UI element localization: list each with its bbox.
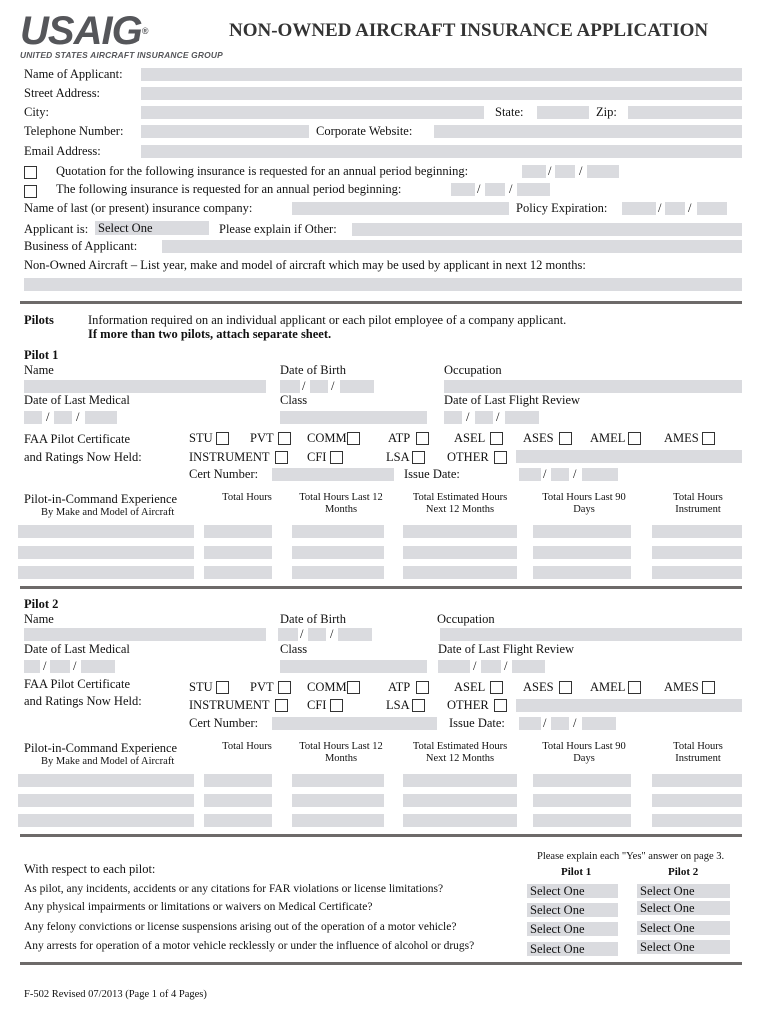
- pilot1-dob-month-field[interactable]: [280, 380, 300, 393]
- state-field[interactable]: [537, 106, 589, 119]
- pilot1-amel-checkbox[interactable]: [628, 432, 641, 445]
- explain-other-field[interactable]: [352, 223, 742, 236]
- p2-last90-field[interactable]: [533, 774, 631, 787]
- explain-yes-note: Please explain each "Yes" answer on page 3.: [537, 851, 725, 862]
- pilot1-issue-date-label: Issue Date:: [404, 467, 460, 481]
- pilot2-review-day-field[interactable]: [481, 660, 501, 673]
- pilot2-ratings-label: and Ratings Now Held:: [24, 694, 142, 708]
- pilot2-atp-label: ATP: [388, 680, 411, 694]
- pilot2-issue-month-field[interactable]: [519, 717, 541, 730]
- question-pilot1-select[interactable]: Select One: [527, 922, 618, 936]
- applicant-name-field[interactable]: [141, 68, 742, 81]
- pilot1-other-label: OTHER: [447, 450, 489, 464]
- pilot2-medical-year-field[interactable]: [81, 660, 115, 673]
- pilot2-name-field[interactable]: [24, 628, 266, 641]
- logo-text: USAIG: [20, 9, 142, 53]
- p2-last12-field[interactable]: [292, 774, 384, 787]
- slash: /: [300, 627, 304, 641]
- section-divider: [20, 834, 742, 837]
- request-year-field[interactable]: [517, 183, 550, 196]
- pilot1-cfi-label: CFI: [307, 450, 327, 464]
- pilot1-cert-number-field[interactable]: [272, 468, 394, 481]
- aircraft-field[interactable]: [24, 278, 742, 291]
- question-text: Any felony convictions or license suspensions arising out of the operation of a motor vehicle?: [24, 921, 457, 933]
- pilot2-class-field[interactable]: [280, 660, 427, 673]
- p1-next12-field[interactable]: [403, 566, 517, 579]
- pilot2-column-header: Pilot 2: [668, 866, 699, 878]
- question-pilot2-select[interactable]: Select One: [637, 901, 730, 915]
- applicant-is-select[interactable]: Select One: [95, 221, 209, 235]
- p1-next12-field[interactable]: [403, 546, 517, 559]
- pilot1-dob-year-field[interactable]: [340, 380, 374, 393]
- p1-instrument-field[interactable]: [652, 546, 742, 559]
- pilot1-amel-label: AMEL: [590, 431, 626, 445]
- p1-last90-field[interactable]: [533, 566, 631, 579]
- p1-total-field[interactable]: [204, 525, 272, 538]
- policy-exp-month-field[interactable]: [622, 202, 656, 215]
- pilot1-stu-checkbox[interactable]: [216, 432, 229, 445]
- pilot2-cert-number-field[interactable]: [272, 717, 437, 730]
- pilots-info-bold: If more than two pilots, attach separate sheet.: [88, 327, 332, 341]
- slash: /: [548, 164, 552, 178]
- pilot1-next12-header: Total Estimated Hours Next 12 Months: [412, 492, 508, 515]
- zip-label: Zip:: [596, 105, 617, 119]
- pilot1-dob-day-field[interactable]: [310, 380, 328, 393]
- pilot2-lsa-label: LSA: [386, 698, 410, 712]
- p2-aircraft-field[interactable]: [18, 794, 194, 807]
- pilot1-ratings-label: and Ratings Now Held:: [24, 450, 142, 464]
- pilot2-medical-month-field[interactable]: [24, 660, 40, 673]
- policy-exp-day-field[interactable]: [665, 202, 685, 215]
- slash: /: [73, 659, 77, 673]
- pilot1-issue-day-field[interactable]: [551, 468, 569, 481]
- slash: /: [43, 659, 47, 673]
- quote-day-field[interactable]: [555, 165, 575, 178]
- business-label: Business of Applicant:: [24, 239, 138, 253]
- question-text: As pilot, any incidents, accidents or any citations for FAR violations or license limitations?: [24, 883, 444, 895]
- pilot2-ases-label: ASES: [523, 680, 554, 694]
- policy-exp-year-field[interactable]: [697, 202, 727, 215]
- form-id: F-502 Revised 07/2013 (Page 1 of 4 Pages): [24, 989, 207, 1000]
- pilot1-atp-label: ATP: [388, 431, 411, 445]
- slash: /: [573, 716, 577, 730]
- p1-total-field[interactable]: [204, 546, 272, 559]
- pilot1-instrument-hours-header: Total Hours Instrument: [673, 492, 723, 515]
- p2-next12-field[interactable]: [403, 774, 517, 787]
- slash: /: [477, 182, 481, 196]
- quote-year-field[interactable]: [587, 165, 619, 178]
- slash: /: [579, 164, 583, 178]
- p1-total-field[interactable]: [204, 566, 272, 579]
- pilot1-last90-header: Total Hours Last 90 Days: [542, 492, 626, 515]
- pilot2-pvt-label: PVT: [250, 680, 274, 694]
- p1-last12-field[interactable]: [292, 546, 384, 559]
- slash: /: [46, 410, 50, 424]
- pilot1-pvt-label: PVT: [250, 431, 274, 445]
- logo-subtitle: UNITED STATES AIRCRAFT INSURANCE GROUP: [20, 50, 223, 60]
- section-divider: [20, 962, 742, 965]
- slash: /: [496, 410, 500, 424]
- request-month-field[interactable]: [451, 183, 475, 196]
- p1-aircraft-field[interactable]: [18, 525, 194, 538]
- p2-instrument-field[interactable]: [652, 814, 742, 827]
- p1-last90-field[interactable]: [533, 546, 631, 559]
- pilot2-issue-day-field[interactable]: [551, 717, 569, 730]
- last-insurer-label: Name of last (or present) insurance company:: [24, 201, 253, 215]
- pilot1-medical-month-field[interactable]: [24, 411, 42, 424]
- p2-total-field[interactable]: [204, 794, 272, 807]
- pilot2-asel-label: ASEL: [454, 680, 486, 694]
- pilot2-other-checkbox[interactable]: [494, 699, 507, 712]
- pilot2-ames-checkbox[interactable]: [702, 681, 715, 694]
- slash: /: [76, 410, 80, 424]
- p2-instrument-field[interactable]: [652, 774, 742, 787]
- pilot2-ases-checkbox[interactable]: [559, 681, 572, 694]
- pilot2-occupation-label: Occupation: [437, 612, 495, 626]
- pilot2-dob-year-field[interactable]: [338, 628, 372, 641]
- pilot1-occupation-label: Occupation: [444, 363, 502, 377]
- phone-label: Telephone Number:: [24, 124, 124, 138]
- business-field[interactable]: [162, 240, 742, 253]
- pilot2-instrument-checkbox[interactable]: [275, 699, 288, 712]
- slash: /: [509, 182, 513, 196]
- p1-instrument-field[interactable]: [652, 566, 742, 579]
- street-field[interactable]: [141, 87, 742, 100]
- request-day-field[interactable]: [485, 183, 505, 196]
- p2-instrument-field[interactable]: [652, 794, 742, 807]
- pilot1-total-hours-header: Total Hours: [222, 492, 272, 503]
- question-text: Any physical impairments or limitations or waivers on Medical Certificate?: [24, 901, 373, 913]
- p2-aircraft-field[interactable]: [18, 814, 194, 827]
- pilot1-other-field[interactable]: [516, 450, 742, 463]
- pilot2-name-label: Name: [24, 612, 54, 626]
- applicant-name-label: Name of Applicant:: [24, 67, 123, 81]
- pilot2-faa-cert-label: FAA Pilot Certificate: [24, 677, 131, 691]
- pilot2-atp-checkbox[interactable]: [416, 681, 429, 694]
- pilot2-next12-header: Total Estimated Hours Next 12 Months: [412, 741, 508, 764]
- pilot1-asel-checkbox[interactable]: [490, 432, 503, 445]
- p2-last12-field[interactable]: [292, 794, 384, 807]
- applicant-is-label: Applicant is:: [24, 222, 89, 236]
- pilot2-dob-label: Date of Birth: [280, 612, 346, 626]
- section-divider: [20, 586, 742, 589]
- pilot1-name-field[interactable]: [24, 380, 266, 393]
- pilot2-stu-label: STU: [189, 680, 213, 694]
- pilot1-ames-label: AMES: [664, 431, 699, 445]
- pilot2-cfi-checkbox[interactable]: [330, 699, 343, 712]
- pilot1-name-label: Name: [24, 363, 54, 377]
- pilot2-by-make-label: By Make and Model of Aircraft: [41, 756, 175, 767]
- p1-last12-field[interactable]: [292, 566, 384, 579]
- slash: /: [573, 467, 577, 481]
- pilot2-issue-year-field[interactable]: [582, 717, 616, 730]
- request-checkbox[interactable]: [24, 185, 37, 198]
- pilot1-pic-exp-label: Pilot-in-Command Experience: [24, 492, 178, 506]
- pilot1-medical-label: Date of Last Medical: [24, 393, 130, 407]
- question-pilot2-select[interactable]: Select One: [637, 940, 730, 954]
- pilot1-cfi-checkbox[interactable]: [330, 451, 343, 464]
- pilot2-class-label: Class: [280, 642, 308, 656]
- pilot2-total-hours-header: Total Hours: [222, 741, 272, 752]
- pilot1-comm-checkbox[interactable]: [347, 432, 360, 445]
- p2-total-field[interactable]: [204, 814, 272, 827]
- zip-field[interactable]: [628, 106, 742, 119]
- pilot2-occupation-field[interactable]: [440, 628, 742, 641]
- pilot2-instrument-hours-header: Total Hours Instrument: [673, 741, 723, 764]
- question-text: Any arrests for operation of a motor vehicle recklessly or under the influence of alcohol or drugs?: [24, 940, 475, 952]
- policy-exp-label: Policy Expiration:: [516, 201, 608, 215]
- pilot1-medical-year-field[interactable]: [85, 411, 117, 424]
- city-label: City:: [24, 105, 50, 119]
- pilot1-medical-day-field[interactable]: [54, 411, 72, 424]
- pilot2-flight-review-label: Date of Last Flight Review: [438, 642, 575, 656]
- pilot1-heading: Pilot 1: [24, 348, 59, 362]
- p2-last90-field[interactable]: [533, 794, 631, 807]
- slash: /: [658, 201, 662, 215]
- form-title: NON-OWNED AIRCRAFT INSURANCE APPLICATION: [229, 20, 709, 41]
- pilot1-review-month-field[interactable]: [444, 411, 462, 424]
- p2-last90-field[interactable]: [533, 814, 631, 827]
- p2-last12-field[interactable]: [292, 814, 384, 827]
- pilot2-pic-exp-label: Pilot-in-Command Experience: [24, 741, 178, 755]
- pilot2-dob-month-field[interactable]: [278, 628, 298, 641]
- pilot1-class-label: Class: [280, 393, 308, 407]
- pilot1-asel-label: ASEL: [454, 431, 486, 445]
- pilot1-occupation-field[interactable]: [444, 380, 742, 393]
- logo-mark: ®: [141, 26, 148, 36]
- pilot2-stu-checkbox[interactable]: [216, 681, 229, 694]
- pilot1-issue-month-field[interactable]: [519, 468, 541, 481]
- pilot2-heading: Pilot 2: [24, 597, 59, 611]
- pilot1-last12-header: Total Hours Last 12 Months: [299, 492, 383, 515]
- pilot1-atp-checkbox[interactable]: [416, 432, 429, 445]
- pilot1-class-field[interactable]: [280, 411, 427, 424]
- pilot1-pvt-checkbox[interactable]: [278, 432, 291, 445]
- pilot1-ames-checkbox[interactable]: [702, 432, 715, 445]
- pilot2-other-label: OTHER: [447, 698, 489, 712]
- pilot2-comm-checkbox[interactable]: [347, 681, 360, 694]
- phone-field[interactable]: [141, 125, 309, 138]
- pilot1-stu-label: STU: [189, 431, 213, 445]
- pilot1-column-header: Pilot 1: [561, 866, 592, 878]
- pilot2-review-month-field[interactable]: [438, 660, 470, 673]
- pilot2-cert-number-label: Cert Number:: [189, 716, 259, 730]
- pilot1-lsa-checkbox[interactable]: [412, 451, 425, 464]
- pilot2-instrument-label: INSTRUMENT: [189, 698, 270, 712]
- questions-intro: With respect to each pilot:: [24, 862, 156, 876]
- slash: /: [331, 379, 335, 393]
- pilot1-instrument-checkbox[interactable]: [275, 451, 288, 464]
- pilot1-other-checkbox[interactable]: [494, 451, 507, 464]
- slash: /: [688, 201, 692, 215]
- request-label: The following insurance is requested for an annual period beginning:: [56, 182, 402, 196]
- pilot2-cfi-label: CFI: [307, 698, 327, 712]
- question-pilot1-select[interactable]: Select One: [527, 884, 618, 898]
- quote-checkbox[interactable]: [24, 166, 37, 179]
- pilot1-cert-number-label: Cert Number:: [189, 467, 259, 481]
- explain-other-label: Please explain if Other:: [219, 222, 337, 236]
- slash: /: [473, 659, 477, 673]
- street-label: Street Address:: [24, 86, 101, 100]
- pilot1-flight-review-label: Date of Last Flight Review: [444, 393, 581, 407]
- pilot1-instrument-label: INSTRUMENT: [189, 450, 270, 464]
- pilot2-lsa-checkbox[interactable]: [412, 699, 425, 712]
- pilot1-issue-year-field[interactable]: [582, 468, 618, 481]
- pilots-heading: Pilots: [24, 313, 54, 327]
- slash: /: [466, 410, 470, 424]
- state-label: State:: [495, 105, 524, 119]
- pilot2-ames-label: AMES: [664, 680, 699, 694]
- p2-aircraft-field[interactable]: [18, 774, 194, 787]
- website-label: Corporate Website:: [316, 124, 413, 138]
- pilot1-ases-label: ASES: [523, 431, 554, 445]
- city-field[interactable]: [141, 106, 484, 119]
- p2-total-field[interactable]: [204, 774, 272, 787]
- email-label: Email Address:: [24, 144, 101, 158]
- p2-next12-field[interactable]: [403, 794, 517, 807]
- pilot2-dob-day-field[interactable]: [308, 628, 326, 641]
- pilot1-comm-label: COMM: [307, 431, 347, 445]
- pilot2-other-field[interactable]: [516, 699, 742, 712]
- p1-next12-field[interactable]: [403, 525, 517, 538]
- slash: /: [543, 467, 547, 481]
- section-divider: [20, 301, 742, 304]
- email-field[interactable]: [141, 145, 742, 158]
- pilot1-by-make-label: By Make and Model of Aircraft: [41, 507, 175, 518]
- pilot2-review-year-field[interactable]: [512, 660, 545, 673]
- quote-label: Quotation for the following insurance is requested for an annual period beginning:: [56, 164, 469, 178]
- question-pilot2-select[interactable]: Select One: [637, 884, 730, 898]
- pilot2-pvt-checkbox[interactable]: [278, 681, 291, 694]
- pilot2-last12-header: Total Hours Last 12 Months: [299, 741, 383, 764]
- pilot2-amel-label: AMEL: [590, 680, 626, 694]
- p2-next12-field[interactable]: [403, 814, 517, 827]
- pilots-info: Information required on an individual applicant or each pilot employee of a company applicant.: [88, 313, 567, 327]
- pilot2-amel-checkbox[interactable]: [628, 681, 641, 694]
- p1-instrument-field[interactable]: [652, 525, 742, 538]
- slash: /: [543, 716, 547, 730]
- question-pilot1-select[interactable]: Select One: [527, 942, 618, 956]
- pilot2-comm-label: COMM: [307, 680, 347, 694]
- pilot1-lsa-label: LSA: [386, 450, 410, 464]
- pilot1-review-year-field[interactable]: [505, 411, 539, 424]
- question-pilot2-select[interactable]: Select One: [637, 921, 730, 935]
- p1-aircraft-field[interactable]: [18, 566, 194, 579]
- pilot1-review-day-field[interactable]: [475, 411, 493, 424]
- pilot2-medical-day-field[interactable]: [50, 660, 70, 673]
- pilot2-medical-label: Date of Last Medical: [24, 642, 130, 656]
- quote-month-field[interactable]: [522, 165, 546, 178]
- website-field[interactable]: [434, 125, 742, 138]
- pilot1-ases-checkbox[interactable]: [559, 432, 572, 445]
- question-pilot1-select[interactable]: Select One: [527, 903, 618, 917]
- pilot2-issue-date-label: Issue Date:: [449, 716, 505, 730]
- pilot1-dob-label: Date of Birth: [280, 363, 346, 377]
- aircraft-label: Non-Owned Aircraft – List year, make and model of aircraft which may be used by applicant in next 12 months:: [24, 258, 586, 272]
- usaig-logo: [20, 9, 223, 60]
- pilot1-faa-cert-label: FAA Pilot Certificate: [24, 432, 131, 446]
- last-insurer-field[interactable]: [292, 202, 509, 215]
- pilot2-last90-header: Total Hours Last 90 Days: [542, 741, 626, 764]
- slash: /: [302, 379, 306, 393]
- p1-aircraft-field[interactable]: [18, 546, 194, 559]
- p1-last12-field[interactable]: [292, 525, 384, 538]
- pilot2-asel-checkbox[interactable]: [490, 681, 503, 694]
- slash: /: [330, 627, 334, 641]
- slash: /: [504, 659, 508, 673]
- p1-last90-field[interactable]: [533, 525, 631, 538]
